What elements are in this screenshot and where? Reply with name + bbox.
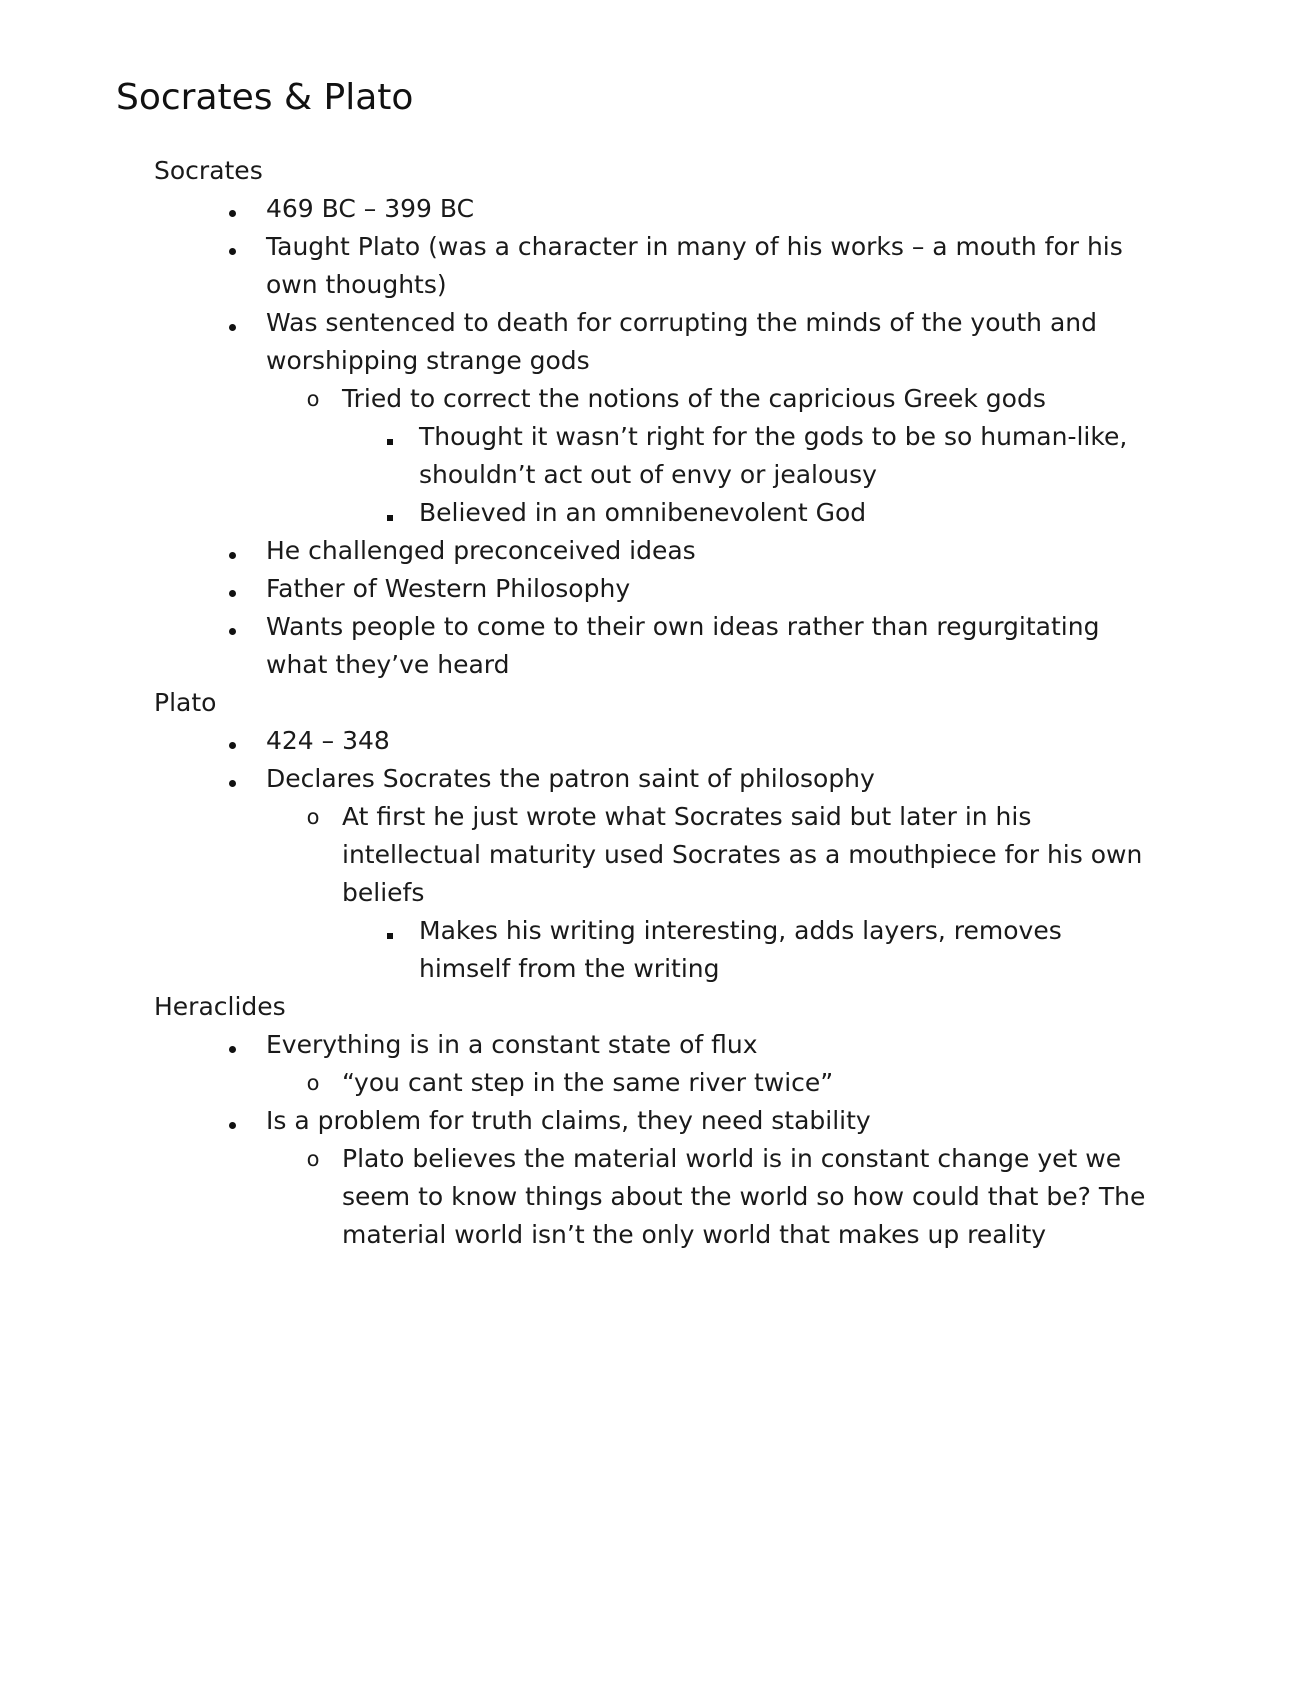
sub-list — [0, 1064, 1146, 1102]
sub-sub-list-item — [0, 912, 1146, 988]
sub-sub-list-item — [0, 418, 1146, 494]
sub-sub-list-item-text: Thought it wasn’t right for the gods to be so human-like, shouldn’t act out of envy or jealousy — [419, 422, 1128, 489]
sub-list — [0, 798, 1146, 988]
bullet-list — [0, 190, 1306, 684]
bullet-list — [0, 1026, 1306, 1254]
sub-list-item — [0, 1140, 1146, 1254]
sub-list-item-text: Plato believes the material world is in constant change yet we seem to know things about the world so how could that be? The material world isn’t the only world that makes up reality — [342, 1144, 1146, 1249]
list-item — [0, 1102, 1146, 1254]
bullet-dot-icon — [222, 760, 242, 798]
bullet-circle-icon: o — [306, 805, 320, 829]
sub-sub-list — [0, 418, 1146, 532]
sub-list-item-text: Tried to correct the notions of the capricious Greek gods — [342, 384, 1046, 413]
bullet-dot-icon — [222, 570, 242, 608]
list-item-text: Wants people to come to their own ideas rather than regurgitating what they’ve heard — [266, 612, 1100, 679]
bullet-dot-icon — [222, 608, 242, 646]
section-heading-plato: Plato — [154, 688, 217, 717]
bullet-circle-icon: o — [306, 1071, 320, 1095]
list-item — [0, 190, 1146, 228]
sub-sub-list — [0, 912, 1146, 988]
sub-list-item — [0, 1064, 1146, 1102]
bullet-dot-icon — [222, 1026, 242, 1064]
list-item — [0, 1026, 1146, 1102]
list-item-text: Was sentenced to death for corrupting the minds of the youth and worshipping strange gods — [266, 308, 1097, 375]
sub-list-item — [0, 380, 1146, 532]
sub-list-item — [0, 798, 1146, 988]
sub-sub-list-item — [0, 494, 1146, 532]
page-title: Socrates & Plato — [116, 77, 414, 118]
bullet-dot-icon — [222, 722, 242, 760]
section-heading-socrates: Socrates — [154, 156, 263, 185]
bullet-square-icon — [380, 418, 400, 456]
list-item — [0, 760, 1146, 988]
list-item-text: Father of Western Philosophy — [266, 574, 631, 603]
list-item-text: 424 – 348 — [266, 726, 390, 755]
bullet-square-icon — [380, 494, 400, 532]
bullet-circle-icon: o — [306, 1147, 320, 1171]
list-item-text: Taught Plato (was a character in many of his works – a mouth for his own thoughts) — [266, 232, 1123, 299]
sub-list-item-text: At first he just wrote what Socrates said but later in his intellectual maturity used Socrates as a mouthpiece for his own beliefs — [342, 802, 1143, 907]
list-item — [0, 228, 1146, 304]
sub-list-item-text: “you cant step in the same river twice” — [342, 1068, 834, 1097]
list-item — [0, 570, 1146, 608]
bullet-list — [0, 722, 1306, 988]
list-item-text: 469 BC – 399 BC — [266, 194, 475, 223]
sub-list — [0, 1140, 1146, 1254]
document-body — [0, 152, 1306, 1254]
bullet-circle-icon: o — [306, 387, 320, 411]
sub-sub-list-item-text: Makes his writing interesting, adds layers, removes himself from the writing — [419, 916, 1062, 983]
sub-list — [0, 380, 1146, 532]
list-item-text: He challenged preconceived ideas — [266, 536, 696, 565]
bullet-dot-icon — [222, 190, 242, 228]
bullet-dot-icon — [222, 228, 242, 266]
bullet-square-icon — [380, 912, 400, 950]
bullet-dot-icon — [222, 304, 242, 342]
list-item — [0, 304, 1146, 532]
section-heading-heraclides: Heraclides — [154, 992, 286, 1021]
bullet-dot-icon — [222, 1102, 242, 1140]
list-item-text: Everything is in a constant state of flux — [266, 1030, 758, 1059]
list-item — [0, 532, 1146, 570]
list-item — [0, 608, 1146, 684]
bullet-dot-icon — [222, 532, 242, 570]
list-item-text: Declares Socrates the patron saint of philosophy — [266, 764, 875, 793]
sub-sub-list-item-text: Believed in an omnibenevolent God — [419, 498, 867, 527]
list-item-text: Is a problem for truth claims, they need stability — [266, 1106, 871, 1135]
list-item — [0, 722, 1146, 760]
